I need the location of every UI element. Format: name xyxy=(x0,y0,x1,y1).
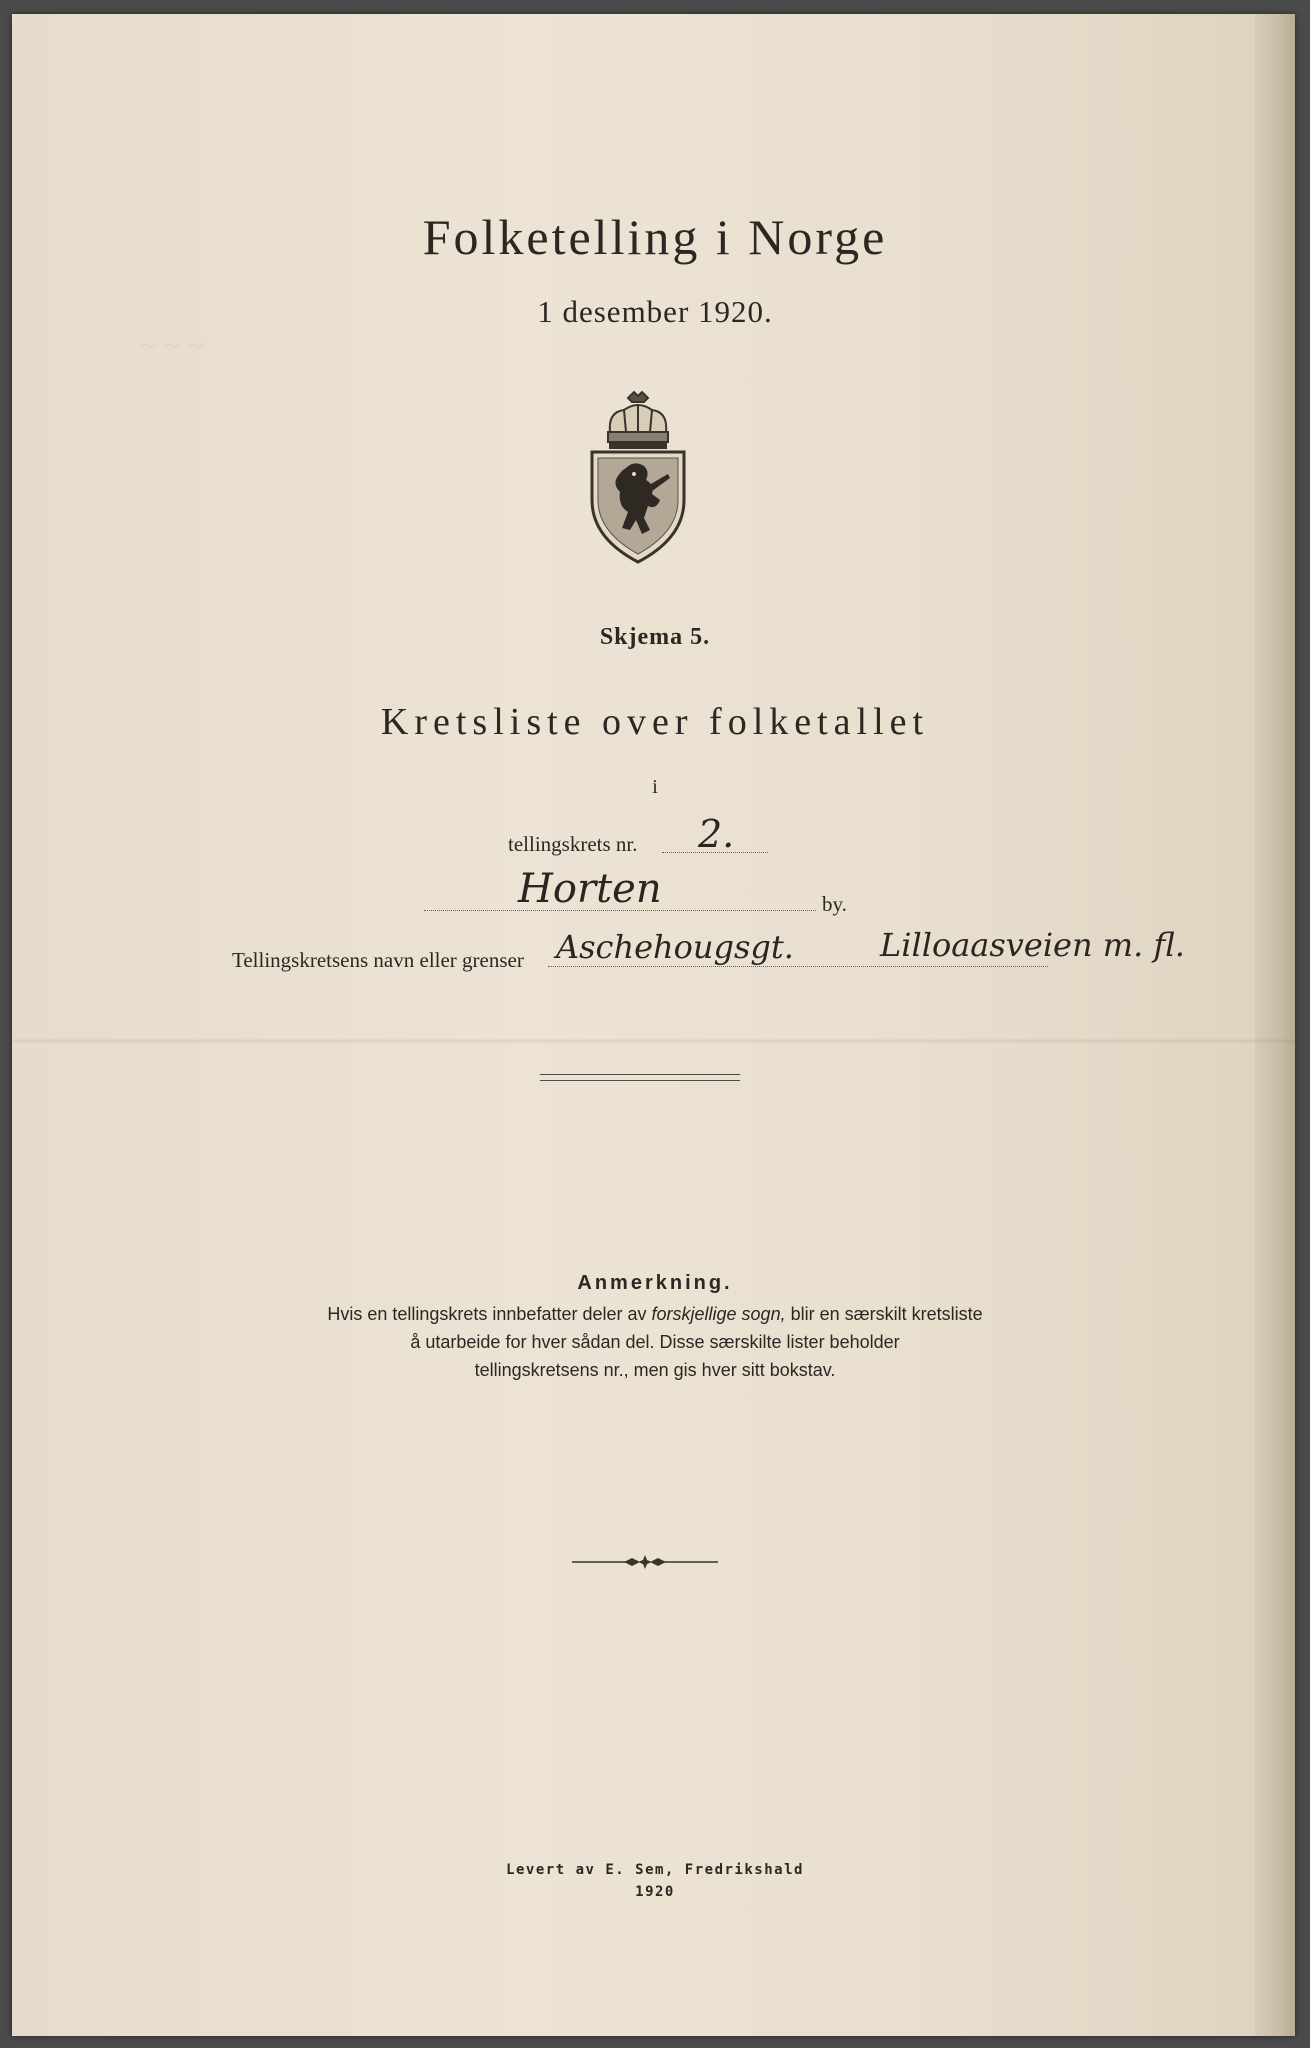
printer-year: 1920 xyxy=(635,1884,675,1900)
boundaries-label: Tellingskretsens navn eller grenser xyxy=(232,948,524,972)
district-number-handwritten: 2. xyxy=(698,812,735,856)
boundaries-dotted-line xyxy=(548,966,1048,967)
town-suffix-label: by. xyxy=(822,892,847,916)
double-rule-divider xyxy=(540,1074,740,1081)
note-line-3: tellingskretsens nr., men gis hver sitt bokstav. xyxy=(474,1360,836,1380)
district-number-label: tellingskrets nr. xyxy=(508,832,638,856)
bleed-through-marks: ~ ~ ~ xyxy=(140,330,204,363)
form-heading: Kretsliste over folketallet xyxy=(380,701,930,743)
document-date: 1 desember 1920. xyxy=(537,294,773,329)
boundaries-handwritten-rest: Lilloaasveien m. fl. xyxy=(880,926,1185,964)
page-fold xyxy=(12,1038,1295,1044)
note-line-1-start: Hvis en tellingskrets innbefatter deler av xyxy=(327,1304,652,1324)
note-line-1-italic: forskjellige sogn, xyxy=(651,1304,786,1324)
schema-label: Skjema 5. xyxy=(599,624,711,650)
preposition-label: i xyxy=(652,776,658,798)
document-title: Folketelling i Norge xyxy=(422,209,888,265)
note-title: Anmerkning. xyxy=(577,1272,733,1294)
town-handwritten: Horten xyxy=(518,866,662,912)
printer-credit: Levert av E. Sem, Fredrikshald xyxy=(506,1862,804,1878)
ornament-divider-icon xyxy=(570,1552,720,1572)
note-line-1-end: blir en særskilt kretsliste xyxy=(785,1304,983,1324)
note-line-1 xyxy=(0,1300,1310,1328)
boundaries-handwritten-street: Aschehougsgt. xyxy=(556,928,794,966)
note-line-2: å utarbeide for hver sådan del. Disse særskilte lister beholder xyxy=(410,1332,900,1352)
norwegian-coat-of-arms-icon xyxy=(588,388,688,564)
